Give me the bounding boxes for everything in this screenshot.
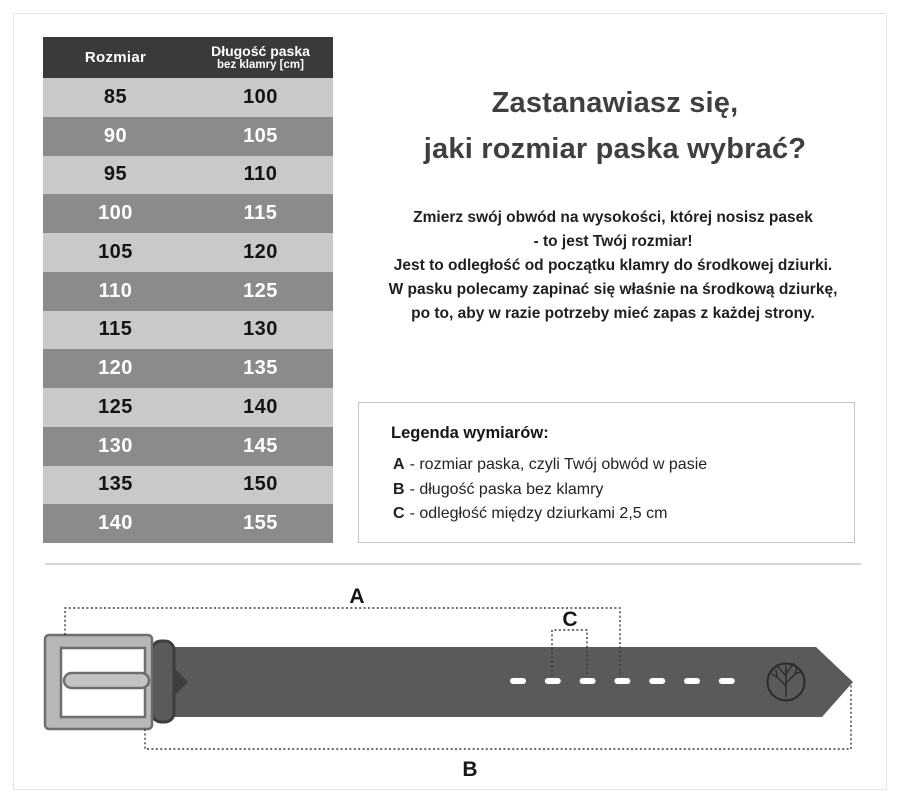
legend-item-b [393,479,854,502]
section-divider [45,563,861,565]
legend-item-a [393,454,854,477]
length-column-header-line2: bez klamry [cm] [217,59,304,71]
size-column-header-label: Rozmiar [84,49,147,66]
intro-line: Jest to odległość od początku klamry do środkowej dziurki. [393,257,833,274]
table-cell: 120 [98,357,133,380]
table-row [43,194,333,233]
table-cell: 125 [243,279,278,302]
size-table [43,37,333,543]
table-cell: 105 [243,124,278,147]
legend-text: - odległość między dziurkami 2,5 cm [409,505,668,522]
dimension-label-a: A [349,585,365,608]
legend-key: B [393,480,405,498]
legend-key: A [393,456,405,473]
table-cell: 110 [98,279,133,302]
table-row [43,272,333,311]
belt-hole [684,678,700,684]
intro-line: - to jest Twój rozmiar! [533,233,693,250]
table-row [43,233,333,272]
belt-hole [614,678,630,684]
page-title [350,80,880,172]
length-column-header-line1: Długość paska [211,43,310,59]
table-row [43,78,333,117]
legend-title: Legenda wymiarów: [391,424,549,442]
legend-key: C [393,505,405,522]
intro-line: Zmierz swój obwód na wysokości, której nosisz pasek [413,209,813,226]
size-table-header [43,37,333,78]
table-cell: 110 [243,163,278,186]
table-cell: 135 [243,357,278,380]
length-column-header [188,37,333,78]
belt-hole [545,678,561,684]
table-row [43,117,333,156]
legend-text: - rozmiar paska, czyli Twój obwód w pasie [409,456,708,473]
page-title-line2: jaki rozmiar paska wybrać? [423,133,807,165]
table-row [43,466,333,505]
page-title-line1: Zastanawiasz się, [491,87,739,119]
intro-text [348,206,878,326]
table-cell: 85 [103,85,128,108]
belt-buckle-prong [64,673,149,688]
table-cell: 155 [243,512,278,535]
table-cell: 140 [243,395,278,418]
dimension-label-c: C [562,608,578,631]
table-cell: 140 [98,512,133,535]
table-cell: 125 [98,395,133,418]
table-row [43,388,333,427]
table-cell: 90 [103,124,128,147]
belt-strap [150,647,853,717]
dimension-label-b: B [462,758,478,781]
legend-item-c [393,503,854,526]
belt-hole [510,678,526,684]
table-cell: 120 [243,240,278,263]
intro-line: W pasku polecamy zapinać się właśnie na środkową dziurkę, [388,281,838,298]
size-table-rows [43,78,333,543]
table-cell: 135 [98,473,133,496]
table-cell: 105 [98,240,133,263]
belt-hole [719,678,735,684]
table-cell: 115 [243,202,278,225]
table-row [43,504,333,543]
size-column-header [43,37,188,78]
belt-diagram [0,570,900,802]
legend-box [358,402,855,543]
belt-loop [152,641,174,722]
table-cell: 100 [98,202,133,225]
table-row [43,349,333,388]
table-row [43,156,333,195]
table-cell: 130 [243,318,278,341]
belt-hole [649,678,665,684]
table-cell: 150 [243,473,278,496]
intro-line: po to, aby w razie potrzeby mieć zapas z każdej strony. [411,305,815,322]
table-cell: 95 [103,163,128,186]
table-cell: 145 [243,434,278,457]
table-row [43,427,333,466]
belt-hole [580,678,596,684]
legend-text: - długość paska bez klamry [409,480,604,498]
table-row [43,311,333,350]
table-cell: 100 [243,85,278,108]
table-cell: 130 [98,434,133,457]
table-cell: 115 [98,318,133,341]
